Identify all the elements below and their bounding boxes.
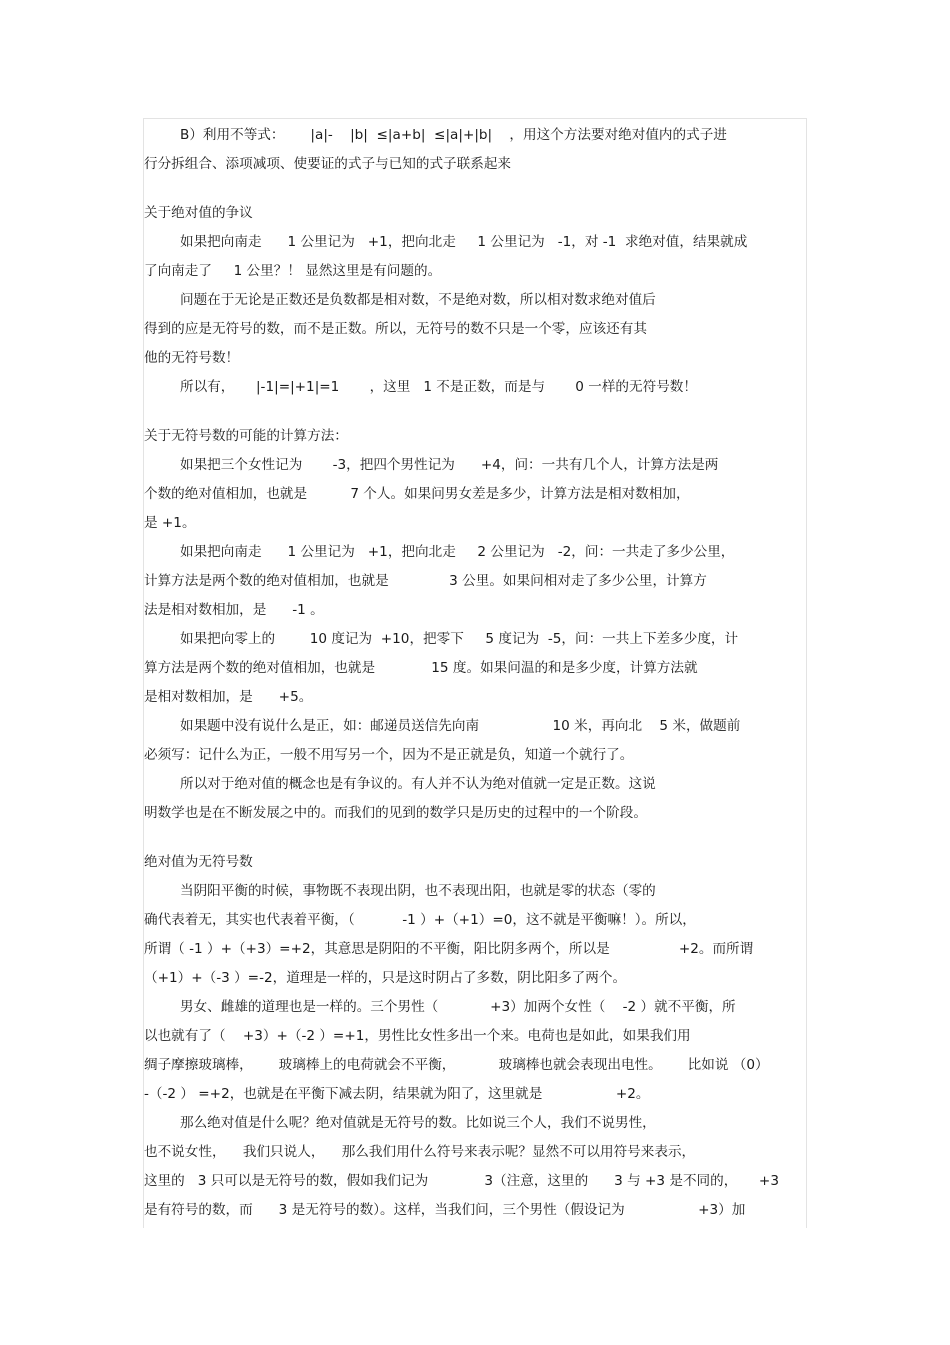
s1-p3-line-1: 所以有， |-1|=|+1|=1 ，这里 1 不是正数，而是与 0 一样的无符号数！ xyxy=(180,379,697,395)
s2-p3-line-1: 如果把向零上的 10 度记为 +10，把零下 5 度记为 -5，问：一共上下差多少度，计 xyxy=(180,631,739,647)
s3-p3-line-3: 这里的 3 只可以是无符号的数，假如我们记为 3（注意，这里的 3 与 +3 是不同的， +3 xyxy=(144,1173,779,1189)
s2-p1-line-3: 是 +1。 xyxy=(144,515,196,531)
spacer xyxy=(144,828,806,848)
s3-p3-line-4: 是有符号的数，而 3 是无符号的数）。这样，当我们问，三个男性（假设记为 +3）加 xyxy=(144,1202,746,1218)
spacer xyxy=(144,402,806,422)
section-1-heading: 关于绝对值的争议 xyxy=(144,205,253,221)
intro-line-2: 行分拆组合、添项减项、使要证的式子与已知的式子联系起来 xyxy=(144,156,512,172)
s1-p2-line-2: 得到的应是无符号的数，而不是正数。所以，无符号的数不只是一个零，应该还有其 xyxy=(144,321,647,337)
s2-p3-line-3: 是相对数相加，是 +5。 xyxy=(144,689,313,705)
s2-p3-line-2: 算方法是两个数的绝对值相加，也就是 15 度。如果问温的和是多少度，计算方法就 xyxy=(144,660,698,676)
s2-p1-line-1: 如果把三个女性记为 -3，把四个男性记为 +4，问：一共有几个人，计算方法是两 xyxy=(180,457,719,473)
s2-p2-line-2: 计算方法是两个数的绝对值相加，也就是 3 公里。如果问相对走了多少公里，计算方 xyxy=(144,573,707,589)
s3-p1-line-1: 当阴阳平衡的时候，事物既不表现出阴，也不表现出阳，也就是零的状态（零的 xyxy=(180,883,656,899)
intro-line-1: B）利用不等式： |a|- |b| ≤|a+b| ≤|a|+|b| ，用这个方法要对绝对值内的式子进 xyxy=(180,127,727,143)
s2-p4-line-1: 如果题中没有说什么是正，如：邮递员送信先向南 10 米，再向北 5 米，做题前 xyxy=(180,718,741,734)
s1-p2-line-3: 他的无符号数！ xyxy=(144,350,240,366)
section-2-heading: 关于无符号数的可能的计算方法： xyxy=(144,428,348,444)
s3-p2-line-4: -（-2 ） =+2，也就是在平衡下减去阴，结果就为阳了，这里就是 +2。 xyxy=(144,1086,650,1102)
s2-p5-line-2: 明数学也是在不断发展之中的。而我们的见到的数学只是历史的过程中的一个阶段。 xyxy=(144,805,647,821)
s2-p4-line-2: 必须写：记什么为正，一般不用写另一个，因为不是正就是负，知道一个就行了。 xyxy=(144,747,634,763)
s1-p1-line-1: 如果把向南走 1 公里记为 +1，把向北走 1 公里记为 -1，对 -1 求绝对值，结果就成 xyxy=(180,234,748,250)
s3-p1-line-3: 所谓（ -1 ）+（+3）=+2，其意思是阴阳的不平衡，阳比阴多两个，所以是 +2。而所谓 xyxy=(144,941,754,957)
spacer xyxy=(144,179,806,199)
s3-p3-line-1: 那么绝对值是什么呢？绝对值就是无符号的数。比如说三个人，我们不说男性， xyxy=(180,1115,656,1131)
s3-p2-line-2: 以也就有了（ +3）+（-2 ）=+1，男性比女性多出一个来。电荷也是如此，如果我们用 xyxy=(144,1028,691,1044)
s3-p2-line-1: 男女、雌雄的道理也是一样的。三个男性（ +3）加两个女性（ -2 ）就不平衡，所 xyxy=(180,999,736,1015)
s1-p1-line-2: 了向南走了 1 公里？！ 显然这里是有问题的。 xyxy=(144,263,442,279)
s1-p2-line-1: 问题在于无论是正数还是负数都是相对数，不是绝对数，所以相对数求绝对值后 xyxy=(180,292,656,308)
s2-p2-line-3: 法是相对数相加，是 -1 。 xyxy=(144,602,324,618)
s2-p2-line-1: 如果把向南走 1 公里记为 +1，把向北走 2 公里记为 -2，问：一共走了多少公里， xyxy=(180,544,735,560)
section-3-heading: 绝对值为无符号数 xyxy=(144,854,253,870)
s3-p1-line-4: （+1）+（-3 ）=-2，道理是一样的，只是这时阴占了多数，阴比阳多了两个。 xyxy=(144,970,627,986)
s3-p1-line-2: 确代表着无，其实也代表着平衡，（ -1 ）+（+1）=0，这不就是平衡嘛！）。所以， xyxy=(144,912,696,928)
s3-p3-line-2: 也不说女性， 我们只说人， 那么我们用什么符号来表示呢？显然不可以用符号来表示， xyxy=(144,1144,696,1160)
s2-p1-line-2: 个数的绝对值相加，也就是 7 个人。如果问男女差是多少，计算方法是相对数相加， xyxy=(144,486,690,502)
s3-p2-line-3: 绸子摩擦玻璃棒， 玻璃棒上的电荷就会不平衡， 玻璃棒也就会表现出电性。 比如说 （0） xyxy=(144,1057,769,1073)
document-body xyxy=(144,121,806,1225)
s2-p5-line-1: 所以对于绝对值的概念也是有争议的。有人并不认为绝对值就一定是正数。这说 xyxy=(180,776,656,792)
